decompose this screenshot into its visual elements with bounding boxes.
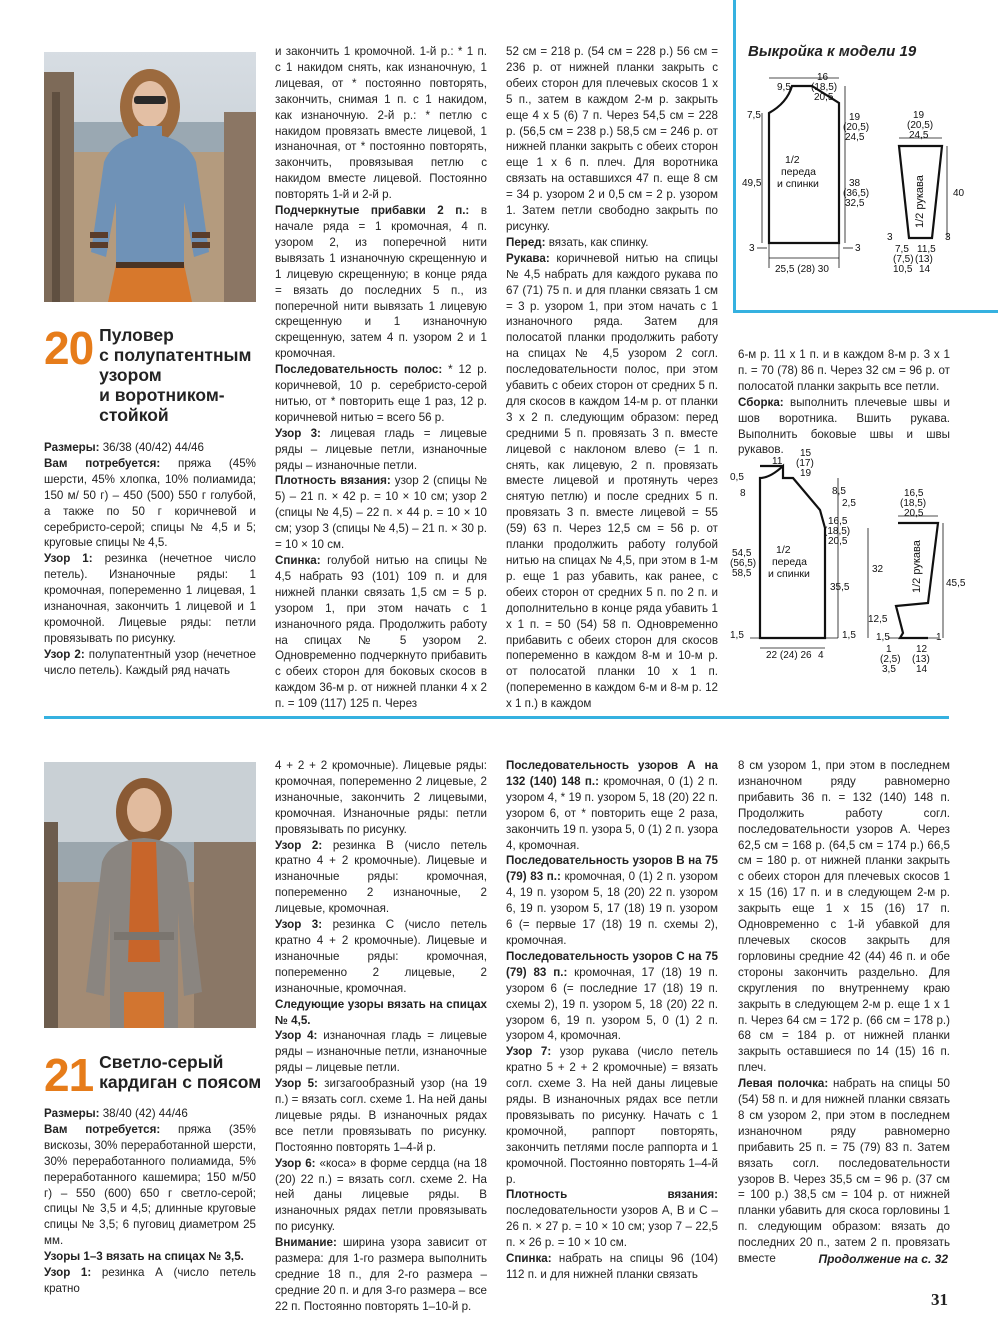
title-line: и воротником- xyxy=(99,385,225,405)
sleeve-bottom-left-3: 10,5 xyxy=(893,264,913,275)
page-number: 31 xyxy=(931,1290,948,1309)
paragraph xyxy=(506,44,718,235)
paragraph-text: кромочная, 17 (18) 19 п. узором 6 (= последние 17 (18) 19 п. схемы 2), 19 п. узором 5, 18 (20) 22 п. узором 6, 19 п. узором 5, 0 (1) 2 п. узором 4, кромочная. xyxy=(506,965,718,1043)
paragraph xyxy=(44,1122,256,1249)
model-21-column-3 xyxy=(506,758,718,1283)
paragraph xyxy=(275,44,487,203)
s20-height-2: (56,5) xyxy=(730,558,757,569)
model-20-column-3 xyxy=(506,44,718,712)
paragraph-label: Подчеркнутые прибавки 2 п.: xyxy=(275,204,470,218)
paragraph-text: пряжа (45% шерсти, 45% хлопка, 10% полиамида; 150 м/ 50 г) – 450 (500) 550 г голубой, а также по 50 г коричневой и серебристо-серой; спицы № 4,5 и 5; круговые спицы № 4,5. xyxy=(44,456,256,550)
paragraph-label: Узор 1: xyxy=(44,1266,92,1280)
sleeve-bottom-right-3: 14 xyxy=(919,264,931,275)
paragraph-text: и закончить 1 кромочной. 1-й р.: * 1 п. с 1 накидом снять, как изнаночную, 1 лицевая, от * постоянно повторять, закончить, снимая 1 п. с 1 накидом, как изнаночную. 2-й р.: * петлю с накидом провязать вместе лицевой, 1 изнаночная, от * постоянно повторять, закончить, провязывая петлю с накидом вместе лицевой. Постоянно повторять 1-й и 2-й р. xyxy=(275,45,487,202)
paragraph-text: набрать на спицы 96 (104) 112 п. и для нижней планки связать xyxy=(506,1252,718,1281)
s20-body-label-1: 1/2 xyxy=(776,544,791,556)
title-line: Светло-серый xyxy=(99,1052,224,1072)
s20-sleeve-stripe: 12,5 xyxy=(868,614,888,625)
paragraph xyxy=(506,251,718,712)
paragraph xyxy=(44,1265,256,1297)
dim-top-width-alt2: 20,5 xyxy=(814,92,834,103)
paragraph-text: кромочная, 0 (1) 2 п. узором 4, 19 п. узором 5, 18 (20) 22 п. узором 6, 19 п. узором 5, 17 (18) 19 п. узором 6 (= первые 17 (18) 19 п. схемы 2), кромочная. xyxy=(506,870,718,947)
s20-sleeve-hem-left: 1,5 xyxy=(876,632,890,643)
s20-sleeve-bottom-2: (13) xyxy=(912,654,930,665)
dim-shoulder-drop: 7,5 xyxy=(747,110,761,121)
s20-top-3: 19 xyxy=(800,468,812,479)
paragraph-label: Узор 3: xyxy=(275,426,321,440)
dim-hem-right: 3 xyxy=(855,243,861,254)
paragraph-label: Спинка: xyxy=(275,554,321,567)
paragraph-label: Узор 4: xyxy=(275,1029,318,1043)
sleeve-bottom-right-1: 11,5 xyxy=(917,244,936,255)
paragraph-label: Левая полочка: xyxy=(738,1077,829,1091)
paragraph-text: резинка В (число петель кратно 4 + 2 кромочные). Лицевые и изнаночные ряды: кромочная, попеременно 2 изнаночные, 2 лицевые, кромочная. xyxy=(275,838,487,916)
paragraph-text: резинка А (число петель кратно xyxy=(44,1266,256,1295)
s20-sleeve-top-3: 20,5 xyxy=(904,508,924,519)
s20-height-1: 54,5 xyxy=(732,548,752,559)
s20-body-label-2: переда xyxy=(772,556,807,568)
sleeve-label: 1/2 рукава xyxy=(914,175,926,228)
dim-neck: 9,5 xyxy=(777,82,791,93)
paragraph xyxy=(275,1235,487,1315)
paragraph-text: последовательности узоров А, В и С – 26 п. × 27 р. = 10 × 10 см; узор 7 – 22,5 п. × 26 р. = 10 × 10 см. xyxy=(506,1204,718,1250)
paragraph-label: Узор 2: xyxy=(44,647,85,661)
sleeve-top-1: 19 xyxy=(913,110,925,121)
paragraph-text: изнаночная гладь = лицевые ряды – изнаночные петли, изнаночные ряды – лицевые петли. xyxy=(275,1029,487,1075)
model-20-column-1 xyxy=(44,440,256,679)
schematic-20 xyxy=(728,448,990,688)
paragraph-text: зигзагообразный узор (на 19 п.) = вязать согл. схеме 1. На ней даны лицевые ряды. В изнаночных рядах все петли провязывать по рисунку. Постоянно повторять 1–4-й р. xyxy=(275,1077,487,1154)
paragraph xyxy=(275,203,487,362)
paragraph xyxy=(506,949,718,1044)
s20-hem-left: 1,5 xyxy=(730,630,744,641)
paragraph-text: 38/40 (42) 44/46 xyxy=(99,1107,188,1120)
paragraph xyxy=(275,838,487,918)
title-line: стойкой xyxy=(99,405,169,425)
s20-collar-h: 0,5 xyxy=(730,472,744,483)
s20-bottom-right: 4 xyxy=(818,650,824,661)
paragraph-label: Перед: xyxy=(506,235,546,249)
model-number: 20 xyxy=(44,322,94,374)
s20-sleeve-top-1: 16,5 xyxy=(904,488,924,499)
paragraph xyxy=(506,1251,718,1283)
paragraph-text: резинка (нечетное число петель). Изнаночные ряды: 1 кромочная, попеременно 1 лицевая, 1 изнаночная, закончить 1 лицевой и 1 кромочной. Лицевые ряды: петли провязывать по рисунку. xyxy=(44,552,256,645)
paragraph-label: Следующие узоры вязать на спицах № 4,5. xyxy=(275,997,487,1027)
paragraph-label: Узор 6: xyxy=(275,1156,316,1170)
s20-side-lower: 35,5 xyxy=(830,582,850,593)
paragraph-text: резинка С (число петель кратно 4 + 2 кромочные). Лицевые и изнаночные ряды: кромочная, попеременно 2 лицевые, 2 изнаночные, кромочная. xyxy=(275,918,487,995)
paragraph xyxy=(275,553,487,712)
paragraph-text: «коса» в форме сердца (на 18 (20) 22 п.) = вязать согл. схеме 2. На ней даны лицевые ряды. В изнаночных рядах петли провязывать по рисунку. xyxy=(275,1156,487,1234)
s20-sleeve-bl-2: (2,5) xyxy=(880,654,901,665)
s20-shoulder-2: 2,5 xyxy=(842,498,856,509)
title-line: кардиган с поясом xyxy=(99,1072,262,1092)
paragraph xyxy=(738,1076,950,1267)
paragraph-label: Вам потребуется: xyxy=(44,1122,161,1136)
dim-top-width: 16 xyxy=(817,72,829,83)
paragraph-text: набрать на спицы 50 (54) 58 п. и для нижней планки связать 8 см узором 2, при этом в последнем изнаночном ряду равномерно прибавить 25 п. = 75 (79) 83 п. Затем вязать согл. последовательности узоров В. Через 35,5 см = 96 р. (37 см = 100 р.) 38,5 см = 104 р. от нижней планки убавить для скоса горловины 1 п. следующим образом: вязать до последних 20 п., затем 2 п. провязать вместе xyxy=(738,1077,950,1266)
paragraph-label: Узор 1: xyxy=(44,552,93,566)
model-title-text xyxy=(99,1052,261,1092)
schematic-19 xyxy=(737,68,992,293)
s20-hem-right: 1,5 xyxy=(842,630,856,641)
paragraph xyxy=(506,235,718,251)
dim-side-1: 19 xyxy=(849,112,861,123)
s20-sleeve-bottom-1: 12 xyxy=(916,644,928,655)
paragraph-label: Последовательность узоров В на 75 (79) 83 п.: xyxy=(506,854,718,884)
model-21-column-4 xyxy=(738,758,950,1267)
paragraph xyxy=(44,647,256,679)
paragraph-text: кромочная, 0 (1) 2 п. узором 4, * 19 п. узором 5, 18 (20) 22 п. узором 6, от * повторить еще 2 раза, закончить 19 п. узора 5, 0 (1) 2 п. узора 4, кромочная. xyxy=(506,774,718,852)
paragraph-label: Последовательность узоров С на 75 (79) 83 п.: xyxy=(506,949,718,979)
dim-height: 49,5 xyxy=(742,178,762,189)
s20-neck: 11 xyxy=(772,456,783,467)
paragraph xyxy=(506,853,718,948)
paragraph xyxy=(738,758,950,1076)
paragraph-label: Узор 5: xyxy=(275,1077,318,1091)
s20-sleeve-bl-3: 3,5 xyxy=(882,664,896,675)
title-line: с полупатентным xyxy=(99,345,252,365)
paragraph-text: пряжа (35% вискозы, 30% переработанной шерсти, 30% переработанного полиамида, 5% переработанного кашемира; 150 м/50 г) – 550 (600) 650 г светло-серой; спицы № 3,5 и 4,5; длинные круговые спицы № 3,5; 6 пуговиц диаметром 25 мм. xyxy=(44,1122,256,1248)
s20-sleeve-side: 32 xyxy=(872,564,884,575)
model-21-column-2 xyxy=(275,758,487,1315)
s20-shoulder-1: 8,5 xyxy=(832,486,846,497)
paragraph-label: Спинка: xyxy=(506,1252,552,1266)
paragraph-text: голубой нитью на спицы № 4,5 набрать 93 (101) 109 п. и для нижней планки связать 1,5 см = 5 р. узором 1, при этом начать с 1 изнаночного ряда. Продолжить работу на спицах № 5 узором 2. Одновременно подчеркнуто прибавить с обеих сторон для боковых скосов в каждом 36-м р. от нижней планки 4 х 2 п. = 109 (117) 125 п. Через xyxy=(275,554,487,711)
paragraph xyxy=(275,426,487,474)
paragraph-label: Размеры: xyxy=(44,1107,100,1120)
s20-height-3: 58,5 xyxy=(732,568,752,579)
model-20-title xyxy=(44,322,252,425)
paragraph-label: Узор 2: xyxy=(275,838,323,852)
s20-top-1: 15 xyxy=(800,448,812,459)
paragraph-text: 52 см = 218 р. (54 см = 228 р.) 56 см = 236 р. от нижней планки закрыть с обеих сторон для плечевых скосов 1 х 5 п., затем в каждом 2-м р. закрыть еще 4 х 5 (6) 7 п. Через 54,5 см = 228 р. (56,5 см = 238 р.) 58,5 см = 246 р. от нижней планки закрыть с обеих сторон еще 1 х 6 п. плеч. Для воротника связать на оставшихся 47 п. еще 8 см = 34 р. узором 2 и 0,5 см = 2 р. узором 1. Затем петли свободно закрыть по рисунку. xyxy=(506,45,718,233)
dim-top-width-alt: (18,5) xyxy=(811,82,838,93)
paragraph xyxy=(44,1106,256,1122)
paragraph-label: Внимание: xyxy=(275,1236,337,1250)
paragraph-label: Плотность вязания: xyxy=(275,474,391,488)
paragraph-text: полупатентный узор (нечетное число петель). Каждый ряд начать xyxy=(44,647,256,677)
paragraph-label: Последовательность полос: xyxy=(275,363,443,377)
paragraph-text: вязать, как спинку. xyxy=(545,235,649,249)
s20-side-2: (18,5) xyxy=(824,526,851,537)
section-divider xyxy=(44,716,949,719)
sleeve-hem-right: 3 xyxy=(945,232,951,243)
continued-note: Продолжение на с. 32 xyxy=(818,1252,948,1266)
model-20-photo xyxy=(44,52,256,302)
paragraph xyxy=(275,1028,487,1076)
paragraph-text: 4 + 2 + 2 кромочные). Лицевые ряды: кромочная, попеременно 2 лицевые, 2 изнаночные, закончить 2 лицевыми, кромочная. Изнаночные ряды: петли провязывать по рисунку. xyxy=(275,759,487,836)
dim-side2-3: 32,5 xyxy=(845,198,865,209)
dim-side-3: 24,5 xyxy=(845,132,865,143)
paragraph xyxy=(44,440,256,456)
paragraph-text: ширина узора зависит от размера: для 1-го размера выполнить средние 18 п., для 2-го размера – средние 20 п. и для 3-го размера – все 22 п. Постоянно повторять 1–10-й р. xyxy=(275,1236,487,1313)
sleeve-bottom-left-1: 7,5 xyxy=(895,244,909,255)
paragraph-label: Плотность вязания: xyxy=(506,1188,718,1202)
paragraph-text: узор рукава (число петель кратно 5 + 2 + 2 кромочные) = вязать согл. схеме 3. На ней даны лицевые ряды. В изнаночных рядах все петли провязывать по рисунку. Начать с 1 кромочной, раппорт повторять, закончить петлями после раппорта и 1 кромочной. Постоянно повторять 1–4-й р. xyxy=(506,1045,719,1186)
body-label-3: и спинки xyxy=(777,178,819,190)
dim-side2-2: (36,5) xyxy=(843,188,870,199)
paragraph-text: узор 2 (спицы № 5) – 21 п. × 42 р. = 10 × 10 см; узор 2 (спицы № 4,5) – 22 п. × 44 р. = 10 × 10 см; узор 3 (спицы № 4,5) – 21 п. × 30 р. = 10 × 10 см. xyxy=(275,474,487,552)
paragraph-label: Узор 7: xyxy=(506,1045,552,1059)
model-21-title xyxy=(44,1049,262,1101)
sleeve-hem-left: 3 xyxy=(887,232,893,243)
paragraph-text: выполнить плечевые швы и шов воротника. Вшить рукава. Выполнить боковые швы и швы рукавов. xyxy=(738,395,950,457)
model-21-column-1 xyxy=(44,1106,256,1297)
paragraph xyxy=(506,758,718,853)
body-label-1: 1/2 xyxy=(785,154,800,166)
paragraph-text: 6-м р. 11 х 1 п. и в каждом 8-м р. 3 х 1 п. = 70 (78) 86 п. Через 32 см = 96 р. от полосатой планки закрыть все петли. xyxy=(738,348,950,393)
paragraph xyxy=(44,1249,256,1265)
paragraph xyxy=(275,758,487,838)
paragraph-text: 8 см узором 1, при этом в последнем изнаночном ряду равномерно прибавить 36 п. = 132 (140) 148 п. Продолжить работу согл. последовательности узоров А. Через 62,5 см = 168 р. (64,5 см = 174 р.) 66,5 см = 180 р. от нижней планки закрыть с обеих сторон для плечевых скосов 1 х 15 (16) 17 п. и в следующем 2-м р. закрыть еще 1 х 15 (16) 17 п. Одновременно с 1-й убавкой для плечевых скосов закрыть для горловины средние 42 (44) 46 п. и обе стороны закончить раздельно. Для скругления по внутреннему краю закрыть в следующем 2-м р. еще 1 х 1 п. Через 64 см = 172 р. (66 см = 178 р.) 68 см = 184 р. от нижней планки закрыть оставшиеся по 14 (15) 16 п. плеч. xyxy=(738,759,950,1075)
s20-sleeve-bl-1: 1 xyxy=(886,644,892,655)
title-line: Пуловер xyxy=(99,325,174,345)
dim-side-2: (20,5) xyxy=(843,122,870,133)
paragraph-text: 36/38 (40/42) 44/46 xyxy=(99,441,204,454)
dim-bottom-width: 25,5 (28) 30 xyxy=(775,264,829,275)
paragraph-label: Вам потребуется: xyxy=(44,456,161,470)
model-20-column-2 xyxy=(275,44,487,712)
s20-sleeve-hem-right: 1 xyxy=(936,632,942,643)
s20-bottom: 22 (24) 26 xyxy=(766,650,812,661)
paragraph-label: Рукава: xyxy=(506,251,550,265)
model-21-photo-illustration xyxy=(44,762,256,1028)
paragraph xyxy=(275,997,487,1029)
sleeve-top-2: (20,5) xyxy=(907,120,934,131)
dim-side2-1: 38 xyxy=(849,178,861,189)
model-number: 21 xyxy=(44,1049,94,1101)
s20-side-1: 16,5 xyxy=(828,516,848,527)
s20-sleeve-bottom-3: 14 xyxy=(916,664,928,675)
paragraph xyxy=(275,362,487,426)
s20-top-2: (17) xyxy=(796,458,814,469)
s20-body-label-3: и спинки xyxy=(768,568,810,580)
model-title-text xyxy=(99,325,251,425)
paragraph-label: Последовательность узоров А на 132 (140) 148 п.: xyxy=(506,759,718,788)
dim-hem-left: 3 xyxy=(749,243,755,254)
sleeve-top-3: 24,5 xyxy=(909,130,929,141)
paragraph-label: Узоры 1–3 вязать на спицах № 3,5. xyxy=(44,1250,244,1264)
model-20-column-4 xyxy=(738,347,950,458)
body-label-2: переда xyxy=(781,166,816,178)
model-21-photo xyxy=(44,762,256,1028)
paragraph xyxy=(506,1187,718,1251)
paragraph xyxy=(275,1076,487,1156)
paragraph-text: коричневой нитью на спицы № 4,5 набрать для каждого рукава по 67 (71) 75 п. и для планки связать 1 см = 3 р. узором 1, при этом начать с 1 изнаночного ряда. Затем для полосатой планки продолжить работу на спицах № 4,5 узором 2 согл. последовательности полос, при этом убавить с обеих сторон от средних 5 п. для скосов в каждом 14-м р. от планки 3 х 2 п. следующим образом: перед средними 5 п. провязать 3 п. вместе лицевой с наклоном влево (= 1 п. снять, как лицевую, 2 п. провязать вместе лицевой и протянуть через снятую петлю) и после средних 5 п. провязать 3 п. вместе лицевой = 55 (59) 63 п. Через 12,5 см = 56 р. от планки продолжить работу голубой нитью на спицах № 4,5, при этом в 1-м р. еще 1 раз убавить, как ранее, с обеих сторон от средних 5 п. по 2 п. и дополнительно в конце ряда убавить 1 х 1 п. = 50 (54) 58 п. Одновременно прибавить с обеих сторон для скосов попеременно в каждом 8-м и 10-м р. от полосатой планки 10 х 1 п. (попеременно в каждом 6-м и 8-м р. 12 х 1 п.) в каждом xyxy=(506,251,718,711)
paragraph xyxy=(275,473,487,553)
paragraph-label: Узор 3: xyxy=(275,918,323,932)
s20-side-3: 20,5 xyxy=(828,536,848,547)
paragraph-text: лицевая гладь = лицевые ряды – лицевые петли, изнаночные ряды – изнаночные петли. xyxy=(275,426,487,472)
paragraph xyxy=(44,551,256,646)
paragraph xyxy=(275,1156,487,1236)
sleeve-height: 40 xyxy=(953,188,965,199)
model-20-photo-illustration xyxy=(44,52,256,302)
paragraph xyxy=(275,917,487,997)
paragraph xyxy=(738,347,950,395)
s20-sleeve-label: 1/2 рукава xyxy=(911,540,923,593)
paragraph-text: в начале ряда = 1 кромочная, 4 п. узором 2, из поперечной нити вывязать 1 изнаночную скрещенную и 1 лицевую скрещенную; в конце ряда = вязать до последних 5 п., из поперечной нити вывязать 1 лицевую скрещенную и 1 изнаночную скрещенную, затем 4 п. узором 2 и 1 кромочная. xyxy=(275,204,487,361)
paragraph-text: * 12 р. коричневой, 10 р. серебристо-серой нитью, от * повторить еще 1 раз, 12 р. коричневой нитью = всего 56 р. xyxy=(275,363,487,424)
s20-sleeve-top-2: (18,5) xyxy=(900,498,927,509)
title-line: узором xyxy=(99,365,162,385)
sleeve-bottom-right-2: (13) xyxy=(915,254,933,265)
s20-collar-h2: 8 xyxy=(740,488,746,499)
paragraph-label: Сборка: xyxy=(738,395,784,409)
sleeve-bottom-left-2: (7,5) xyxy=(893,254,914,265)
schematic-19-title: Выкройка к модели 19 xyxy=(748,43,917,60)
paragraph xyxy=(506,1044,718,1187)
paragraph-label: Размеры: xyxy=(44,441,100,454)
paragraph xyxy=(44,456,256,551)
s20-sleeve-height: 45,5 xyxy=(946,578,966,589)
